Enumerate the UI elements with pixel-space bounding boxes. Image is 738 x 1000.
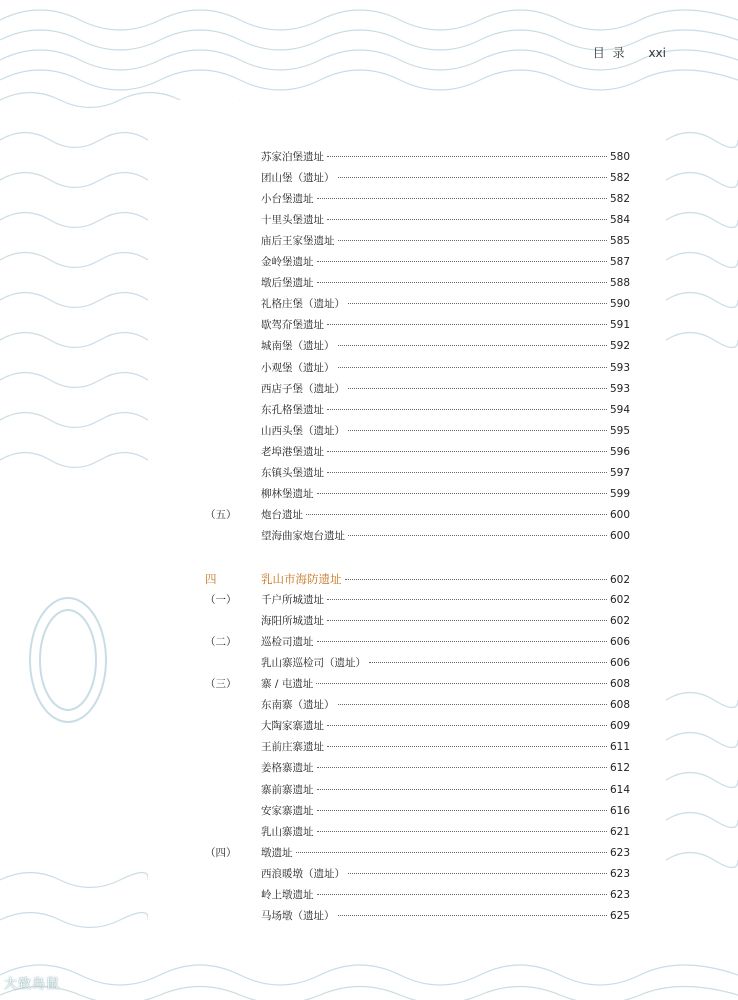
dot-leader — [348, 873, 607, 874]
toc-entry[interactable] — [0, 822, 738, 842]
toc-entry[interactable] — [0, 737, 738, 757]
toc-entry-page: 623 — [609, 867, 630, 880]
toc-entry-title: 大陶家寨遗址 — [261, 720, 324, 733]
toc-entry[interactable] — [0, 358, 738, 378]
dot-leader — [369, 662, 607, 663]
toc-entry-line — [261, 294, 630, 314]
toc-entry-page: 612 — [609, 762, 630, 775]
toc-entry-title: 寨 / 屯遗址 — [261, 678, 314, 691]
toc-entry-title: 山西头堡（遗址） — [261, 424, 345, 437]
toc-entry-title: 墩遗址 — [261, 846, 293, 859]
running-header — [593, 44, 666, 61]
dot-leader — [327, 472, 607, 473]
toc-entry-title: 庙后王家堡遗址 — [261, 235, 335, 248]
dot-leader — [296, 852, 607, 853]
toc-entry-page: 616 — [609, 804, 630, 817]
dot-leader — [338, 177, 607, 178]
toc-entry[interactable] — [0, 906, 738, 926]
toc-entry-line — [261, 421, 630, 441]
toc-entry-title: 东孔格堡遗址 — [261, 403, 324, 416]
toc-entry-page: 600 — [609, 508, 630, 521]
toc-entry-title: 小观堡（遗址） — [261, 361, 335, 374]
toc-entry-page: 606 — [609, 657, 630, 670]
dot-leader — [348, 535, 607, 536]
toc-entry-line — [261, 695, 630, 715]
toc-entry-title: 西浪暖墩（遗址） — [261, 867, 345, 880]
toc-entry-page: 609 — [609, 720, 630, 733]
toc-entry[interactable] — [0, 379, 738, 399]
toc-entry[interactable] — [0, 336, 738, 356]
toc-entry-line — [261, 231, 630, 251]
toc-entry-title: 金岭堡遗址 — [261, 256, 314, 269]
toc-entry[interactable] — [0, 442, 738, 462]
toc-entry-page: 590 — [609, 298, 630, 311]
toc-entry-title: 安家寨遗址 — [261, 804, 314, 817]
dot-leader — [316, 683, 607, 684]
dot-leader — [317, 789, 607, 790]
dot-leader — [327, 725, 607, 726]
toc-entry-page: 587 — [609, 256, 630, 269]
toc-entry[interactable] — [0, 674, 738, 694]
dot-leader — [317, 641, 607, 642]
toc-entry-title: 乳山寨巡检司（遗址） — [261, 657, 366, 670]
toc-entry-line — [261, 379, 630, 399]
toc-entry-title: 岭上墩遗址 — [261, 888, 314, 901]
toc-entry[interactable] — [0, 252, 738, 272]
toc-entry-page: 594 — [609, 403, 630, 416]
dot-leader — [338, 345, 607, 346]
header-section-label: 目 录 — [592, 46, 627, 60]
dot-leader — [317, 810, 607, 811]
toc-entry-line — [261, 864, 630, 884]
toc-entry-title: 望海曲家炮台遗址 — [261, 529, 345, 542]
toc-entry-line — [261, 189, 630, 209]
toc-entry-number: （五） — [205, 508, 237, 521]
toc-entry-page: 582 — [609, 172, 630, 185]
toc-entry-line — [261, 801, 630, 821]
toc-entry-page: 602 — [609, 574, 630, 586]
toc-entry[interactable] — [0, 315, 738, 335]
toc-entry-title: 城南堡（遗址） — [261, 340, 335, 353]
toc-entry-number: （一） — [205, 594, 237, 607]
dot-leader — [338, 915, 607, 916]
toc-entry-title: 姜格寨遗址 — [261, 762, 314, 775]
toc-entry-page: 602 — [609, 615, 630, 628]
toc-entry-line — [261, 526, 630, 546]
toc-entry-page: 588 — [609, 277, 630, 290]
toc-entry[interactable] — [0, 611, 738, 631]
toc-entry-line — [261, 358, 630, 378]
toc-entry[interactable] — [0, 758, 738, 778]
toc-entry-number: （二） — [205, 636, 237, 649]
toc-entry-page: 602 — [609, 594, 630, 607]
toc-entry-page: 623 — [609, 846, 630, 859]
toc-entry[interactable] — [0, 864, 738, 884]
dot-leader — [317, 261, 607, 262]
toc-entry-line — [261, 632, 630, 652]
toc-entry-line — [261, 885, 630, 905]
toc-entry-title: 苏家泊堡遗址 — [261, 151, 324, 163]
toc-entry-line — [261, 252, 630, 272]
toc-entry-title: 炮台遗址 — [261, 508, 303, 521]
toc-entry-line — [261, 315, 630, 335]
toc-entry-line — [261, 716, 630, 736]
toc-entry-line — [261, 463, 630, 483]
toc-entry-title: 柳林堡遗址 — [261, 487, 314, 500]
toc-entry-page: 625 — [609, 909, 630, 922]
toc-entry-page: 621 — [609, 825, 630, 838]
toc-entry-line — [261, 484, 630, 504]
dot-leader — [327, 746, 607, 747]
dot-leader — [327, 620, 607, 621]
toc-entry-page: 580 — [609, 151, 630, 163]
dot-leader — [327, 451, 607, 452]
toc-entry-title: 寨前寨遗址 — [261, 783, 314, 796]
toc-entry-page: 623 — [609, 888, 630, 901]
toc-entry-line — [261, 273, 630, 293]
toc-entry[interactable] — [0, 147, 738, 167]
header-page-number: xxi — [648, 46, 666, 60]
toc-entry[interactable] — [0, 569, 738, 589]
toc-entry-line — [261, 400, 630, 420]
toc-entry-page: 584 — [609, 214, 630, 227]
dot-leader — [317, 894, 607, 895]
toc-entry-line — [261, 758, 630, 778]
toc-entry[interactable] — [0, 885, 738, 905]
toc-entry-line — [261, 674, 630, 694]
toc-entry-line — [261, 147, 630, 167]
toc-entry-title: 巡检司遗址 — [261, 636, 314, 649]
toc-entry[interactable] — [0, 526, 738, 546]
dot-leader — [306, 514, 607, 515]
toc-entry-title: 东镇头堡遗址 — [261, 466, 324, 479]
dot-leader — [317, 831, 607, 832]
dot-leader — [327, 324, 607, 325]
toc-entry[interactable] — [0, 189, 738, 209]
toc-entry-line — [261, 611, 630, 631]
toc-entry-line — [261, 843, 630, 863]
toc-entry[interactable] — [0, 463, 738, 483]
toc-entry[interactable] — [0, 653, 738, 673]
toc-entry-title: 歇驾夼堡遗址 — [261, 319, 324, 332]
toc-entry-line — [261, 442, 630, 462]
toc-entry-line — [261, 906, 630, 926]
toc-entry-page: 582 — [609, 193, 630, 206]
toc-entry-title: 王前庄寨遗址 — [261, 741, 324, 754]
toc-entry-line — [261, 569, 630, 590]
toc-entry-title: 老埠港堡遗址 — [261, 445, 324, 458]
dot-leader — [317, 198, 607, 199]
toc-entry-title: 西店子堡（遗址） — [261, 382, 345, 395]
toc-entry-number: （三） — [205, 678, 237, 691]
toc-entry-title: 十里头堡遗址 — [261, 214, 324, 227]
dot-leader — [338, 704, 607, 705]
toc-entry-page: 595 — [609, 424, 630, 437]
dot-leader — [348, 303, 607, 304]
toc-entry-page: 606 — [609, 636, 630, 649]
toc-entry-line — [261, 590, 630, 610]
toc-entry-line — [261, 336, 630, 356]
dot-leader — [317, 767, 607, 768]
toc-entry-line — [261, 780, 630, 800]
toc-entry-number: （四） — [205, 846, 237, 859]
toc-entry-page: 593 — [609, 361, 630, 374]
toc-entry-page: 608 — [609, 678, 630, 691]
toc-entry-line — [261, 737, 630, 757]
toc-entry[interactable] — [0, 505, 738, 525]
toc-entry-title: 墩后堡遗址 — [261, 277, 314, 290]
toc-entry-title: 乳山市海防遗址 — [261, 572, 342, 586]
toc-entry-title: 海阳所城遗址 — [261, 615, 324, 628]
toc-entry-title: 千户所城遗址 — [261, 594, 324, 607]
dot-leader — [327, 599, 607, 600]
toc-entry-page: 597 — [609, 466, 630, 479]
dot-leader — [327, 219, 607, 220]
toc-entry-page: 585 — [609, 235, 630, 248]
toc-entry[interactable] — [0, 780, 738, 800]
toc-entry-line — [261, 210, 630, 230]
toc-entry-page: 611 — [609, 741, 630, 754]
dot-leader — [338, 240, 607, 241]
dot-leader — [338, 367, 607, 368]
dot-leader — [327, 409, 607, 410]
toc-entry[interactable] — [0, 210, 738, 230]
toc-entry[interactable] — [0, 632, 738, 652]
dot-leader — [317, 282, 607, 283]
toc-entry-page: 614 — [609, 783, 630, 796]
toc-entry-page: 608 — [609, 699, 630, 712]
toc-entry-page: 593 — [609, 382, 630, 395]
toc-entry-line — [261, 505, 630, 525]
toc-entry[interactable] — [0, 716, 738, 736]
toc-entry-line — [261, 653, 630, 673]
toc-entry-page: 592 — [609, 340, 630, 353]
toc-entry[interactable] — [0, 168, 738, 188]
toc-entry-number: 四 — [205, 572, 217, 586]
toc-entry-title: 团山堡（遗址） — [261, 172, 335, 185]
toc-entry[interactable] — [0, 231, 738, 251]
toc-entry[interactable] — [0, 421, 738, 441]
toc-entry[interactable] — [0, 590, 738, 610]
toc-entry[interactable] — [0, 695, 738, 715]
toc-entry[interactable] — [0, 273, 738, 293]
toc-entry-title: 小台堡遗址 — [261, 193, 314, 206]
toc-entry-line — [261, 168, 630, 188]
toc-entry-page: 599 — [609, 487, 630, 500]
toc-entry-title: 乳山寨遗址 — [261, 825, 314, 838]
dot-leader — [348, 430, 607, 431]
watermark-logo: 大致岛鼠 — [4, 977, 61, 992]
dot-leader — [348, 388, 607, 389]
toc-entry[interactable] — [0, 484, 738, 504]
toc-entry-page: 596 — [609, 445, 630, 458]
dot-leader — [327, 156, 607, 157]
toc-entry-page: 591 — [609, 319, 630, 332]
toc-entry[interactable] — [0, 400, 738, 420]
toc-entry-title: 礼格庄堡（遗址） — [261, 298, 345, 311]
toc-entry-page: 600 — [609, 529, 630, 542]
dot-leader — [317, 493, 607, 494]
toc-entry[interactable] — [0, 801, 738, 821]
dot-leader — [345, 579, 607, 580]
toc-entry-line — [261, 822, 630, 842]
toc-entry[interactable] — [0, 294, 738, 314]
toc-entry[interactable] — [0, 843, 738, 863]
toc-entry-title: 东南寨（遗址） — [261, 699, 335, 712]
toc-entry-title: 马场墩（遗址） — [261, 909, 335, 922]
